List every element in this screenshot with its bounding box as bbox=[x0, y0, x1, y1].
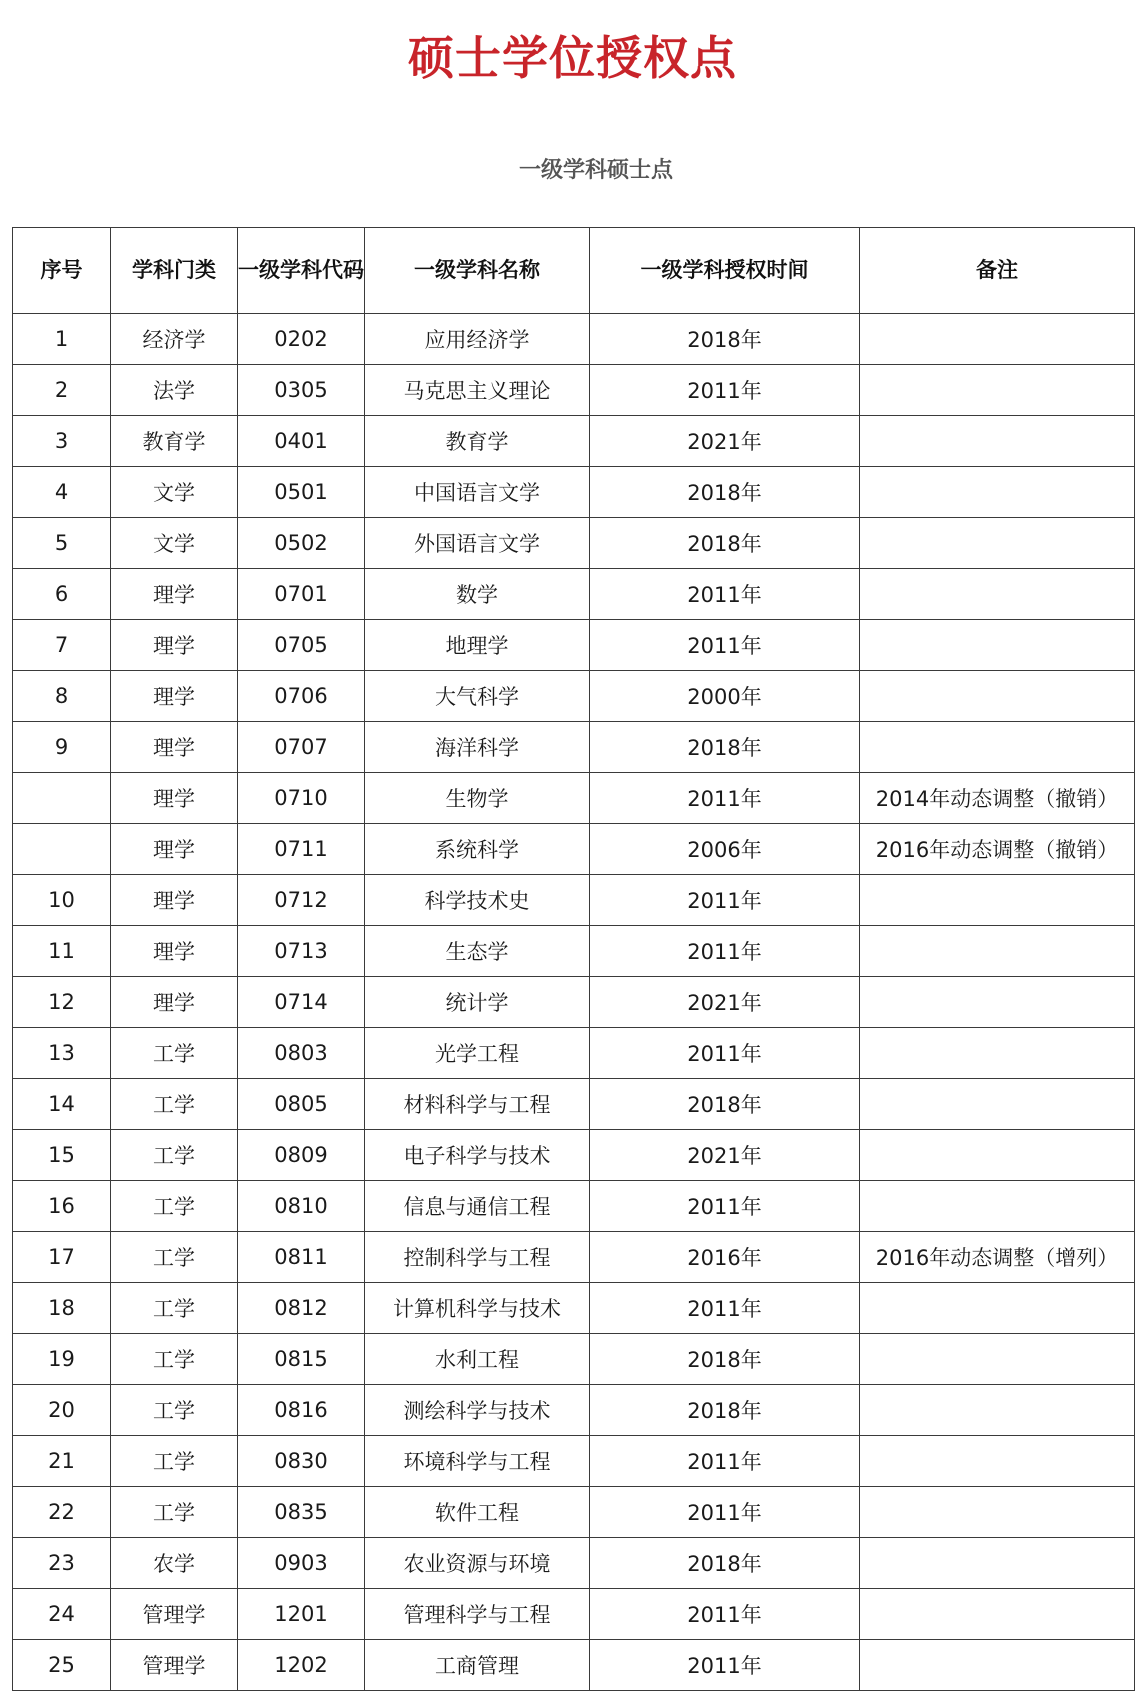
table-row bbox=[13, 875, 1135, 926]
cell-note bbox=[860, 569, 1135, 620]
cell-authorized-year: 2018年 bbox=[590, 314, 860, 365]
header-note: 备注 bbox=[860, 228, 1135, 314]
cell-category: 理学 bbox=[111, 875, 238, 926]
cell-authorized-year: 2000年 bbox=[590, 671, 860, 722]
cell-code: 0712 bbox=[238, 875, 365, 926]
cell-authorized-year: 2018年 bbox=[590, 467, 860, 518]
table-row bbox=[13, 977, 1135, 1028]
cell-index: 3 bbox=[13, 416, 111, 467]
cell-category: 教育学 bbox=[111, 416, 238, 467]
header-index: 序号 bbox=[13, 228, 111, 314]
cell-name: 科学技术史 bbox=[365, 875, 590, 926]
cell-note: 2016年动态调整（增列） bbox=[860, 1232, 1135, 1283]
cell-note bbox=[860, 1640, 1135, 1691]
cell-index: 2 bbox=[13, 365, 111, 416]
cell-note bbox=[860, 1079, 1135, 1130]
cell-authorized-year: 2021年 bbox=[590, 1130, 860, 1181]
cell-name: 信息与通信工程 bbox=[365, 1181, 590, 1232]
table-row bbox=[13, 569, 1135, 620]
cell-index: 15 bbox=[13, 1130, 111, 1181]
cell-code: 0810 bbox=[238, 1181, 365, 1232]
cell-name: 农业资源与环境 bbox=[365, 1538, 590, 1589]
cell-name: 数学 bbox=[365, 569, 590, 620]
cell-index: 16 bbox=[13, 1181, 111, 1232]
cell-category: 工学 bbox=[111, 1487, 238, 1538]
cell-code: 0830 bbox=[238, 1436, 365, 1487]
cell-note bbox=[860, 722, 1135, 773]
cell-index: 8 bbox=[13, 671, 111, 722]
table-row bbox=[13, 1181, 1135, 1232]
cell-index: 7 bbox=[13, 620, 111, 671]
cell-authorized-year: 2011年 bbox=[590, 1640, 860, 1691]
cell-name: 生态学 bbox=[365, 926, 590, 977]
cell-code: 0714 bbox=[238, 977, 365, 1028]
cell-note bbox=[860, 1283, 1135, 1334]
cell-name: 环境科学与工程 bbox=[365, 1436, 590, 1487]
header-authorized-year: 一级学科授权时间 bbox=[590, 228, 860, 314]
cell-note bbox=[860, 416, 1135, 467]
table-row bbox=[13, 773, 1135, 824]
cell-name: 马克思主义理论 bbox=[365, 365, 590, 416]
cell-code: 0711 bbox=[238, 824, 365, 875]
cell-authorized-year: 2011年 bbox=[590, 875, 860, 926]
cell-category: 经济学 bbox=[111, 314, 238, 365]
cell-code: 0809 bbox=[238, 1130, 365, 1181]
cell-category: 文学 bbox=[111, 467, 238, 518]
cell-name: 生物学 bbox=[365, 773, 590, 824]
cell-category: 理学 bbox=[111, 671, 238, 722]
cell-note bbox=[860, 314, 1135, 365]
cell-name: 系统科学 bbox=[365, 824, 590, 875]
table-header-row bbox=[13, 228, 1135, 314]
cell-index: 10 bbox=[13, 875, 111, 926]
cell-authorized-year: 2011年 bbox=[590, 1181, 860, 1232]
cell-code: 0706 bbox=[238, 671, 365, 722]
cell-authorized-year: 2011年 bbox=[590, 926, 860, 977]
cell-code: 0202 bbox=[238, 314, 365, 365]
cell-category: 工学 bbox=[111, 1130, 238, 1181]
cell-note bbox=[860, 467, 1135, 518]
table-row bbox=[13, 671, 1135, 722]
cell-name: 测绘科学与技术 bbox=[365, 1385, 590, 1436]
cell-index: 22 bbox=[13, 1487, 111, 1538]
cell-name: 工商管理 bbox=[365, 1640, 590, 1691]
table-row bbox=[13, 1232, 1135, 1283]
cell-note bbox=[860, 365, 1135, 416]
cell-name: 电子科学与技术 bbox=[365, 1130, 590, 1181]
cell-code: 0401 bbox=[238, 416, 365, 467]
cell-name: 地理学 bbox=[365, 620, 590, 671]
cell-authorized-year: 2018年 bbox=[590, 1385, 860, 1436]
cell-name: 管理科学与工程 bbox=[365, 1589, 590, 1640]
cell-name: 光学工程 bbox=[365, 1028, 590, 1079]
cell-index: 24 bbox=[13, 1589, 111, 1640]
cell-note bbox=[860, 875, 1135, 926]
cell-note bbox=[860, 1385, 1135, 1436]
cell-code: 1202 bbox=[238, 1640, 365, 1691]
table-row bbox=[13, 365, 1135, 416]
cell-authorized-year: 2021年 bbox=[590, 977, 860, 1028]
cell-code: 0701 bbox=[238, 569, 365, 620]
cell-note bbox=[860, 1589, 1135, 1640]
cell-name: 计算机科学与技术 bbox=[365, 1283, 590, 1334]
cell-name: 中国语言文学 bbox=[365, 467, 590, 518]
cell-authorized-year: 2011年 bbox=[590, 1487, 860, 1538]
table-row bbox=[13, 1640, 1135, 1691]
cell-authorized-year: 2011年 bbox=[590, 773, 860, 824]
cell-index: 18 bbox=[13, 1283, 111, 1334]
cell-name: 软件工程 bbox=[365, 1487, 590, 1538]
table-row bbox=[13, 926, 1135, 977]
cell-category: 工学 bbox=[111, 1181, 238, 1232]
cell-note bbox=[860, 977, 1135, 1028]
cell-category: 理学 bbox=[111, 977, 238, 1028]
cell-authorized-year: 2021年 bbox=[590, 416, 860, 467]
table-row bbox=[13, 1538, 1135, 1589]
cell-authorized-year: 2018年 bbox=[590, 722, 860, 773]
cell-category: 工学 bbox=[111, 1283, 238, 1334]
cell-code: 0305 bbox=[238, 365, 365, 416]
cell-name: 教育学 bbox=[365, 416, 590, 467]
table-row bbox=[13, 1028, 1135, 1079]
table-row bbox=[13, 1589, 1135, 1640]
cell-category: 农学 bbox=[111, 1538, 238, 1589]
table-row bbox=[13, 1283, 1135, 1334]
cell-authorized-year: 2018年 bbox=[590, 1538, 860, 1589]
cell-index: 11 bbox=[13, 926, 111, 977]
cell-note bbox=[860, 1487, 1135, 1538]
cell-note bbox=[860, 518, 1135, 569]
cell-index: 4 bbox=[13, 467, 111, 518]
cell-index: 20 bbox=[13, 1385, 111, 1436]
cell-note: 2016年动态调整（撤销） bbox=[860, 824, 1135, 875]
cell-authorized-year: 2006年 bbox=[590, 824, 860, 875]
cell-authorized-year: 2011年 bbox=[590, 1589, 860, 1640]
header-code: 一级学科代码 bbox=[238, 228, 365, 314]
table-row bbox=[13, 314, 1135, 365]
cell-code: 1201 bbox=[238, 1589, 365, 1640]
cell-category: 工学 bbox=[111, 1232, 238, 1283]
cell-category: 法学 bbox=[111, 365, 238, 416]
table-row bbox=[13, 620, 1135, 671]
cell-category: 管理学 bbox=[111, 1589, 238, 1640]
cell-authorized-year: 2018年 bbox=[590, 1079, 860, 1130]
cell-name: 材料科学与工程 bbox=[365, 1079, 590, 1130]
table-row bbox=[13, 1130, 1135, 1181]
cell-name: 海洋科学 bbox=[365, 722, 590, 773]
cell-category: 工学 bbox=[111, 1028, 238, 1079]
cell-index: 13 bbox=[13, 1028, 111, 1079]
cell-note bbox=[860, 1130, 1135, 1181]
cell-authorized-year: 2011年 bbox=[590, 1028, 860, 1079]
cell-index: 19 bbox=[13, 1334, 111, 1385]
cell-category: 理学 bbox=[111, 620, 238, 671]
cell-code: 0835 bbox=[238, 1487, 365, 1538]
cell-code: 0501 bbox=[238, 467, 365, 518]
cell-name: 应用经济学 bbox=[365, 314, 590, 365]
cell-name: 控制科学与工程 bbox=[365, 1232, 590, 1283]
subject-table bbox=[12, 227, 1135, 1691]
cell-note bbox=[860, 671, 1135, 722]
cell-note bbox=[860, 1538, 1135, 1589]
cell-note bbox=[860, 620, 1135, 671]
table-row bbox=[13, 518, 1135, 569]
table-row bbox=[13, 1436, 1135, 1487]
header-name: 一级学科名称 bbox=[365, 228, 590, 314]
cell-category: 理学 bbox=[111, 722, 238, 773]
cell-code: 0805 bbox=[238, 1079, 365, 1130]
cell-index: 21 bbox=[13, 1436, 111, 1487]
table-row bbox=[13, 1334, 1135, 1385]
cell-code: 0812 bbox=[238, 1283, 365, 1334]
cell-name: 大气科学 bbox=[365, 671, 590, 722]
cell-category: 理学 bbox=[111, 773, 238, 824]
cell-note bbox=[860, 1181, 1135, 1232]
cell-category: 理学 bbox=[111, 569, 238, 620]
cell-name: 外国语言文学 bbox=[365, 518, 590, 569]
cell-authorized-year: 2011年 bbox=[590, 569, 860, 620]
section-title: 一级学科硕士点 bbox=[518, 158, 673, 183]
cell-index: 5 bbox=[13, 518, 111, 569]
table-row bbox=[13, 467, 1135, 518]
cell-index: 14 bbox=[13, 1079, 111, 1130]
cell-category: 文学 bbox=[111, 518, 238, 569]
cell-index: 1 bbox=[13, 314, 111, 365]
cell-authorized-year: 2016年 bbox=[590, 1232, 860, 1283]
cell-authorized-year: 2011年 bbox=[590, 1436, 860, 1487]
table-row bbox=[13, 1385, 1135, 1436]
cell-category: 工学 bbox=[111, 1079, 238, 1130]
table-row bbox=[13, 1079, 1135, 1130]
cell-index: 12 bbox=[13, 977, 111, 1028]
cell-code: 0502 bbox=[238, 518, 365, 569]
cell-code: 0705 bbox=[238, 620, 365, 671]
cell-index: 25 bbox=[13, 1640, 111, 1691]
cell-index: 17 bbox=[13, 1232, 111, 1283]
table-row bbox=[13, 416, 1135, 467]
header-category: 学科门类 bbox=[111, 228, 238, 314]
cell-category: 工学 bbox=[111, 1334, 238, 1385]
cell-index bbox=[13, 824, 111, 875]
cell-index bbox=[13, 773, 111, 824]
cell-category: 工学 bbox=[111, 1436, 238, 1487]
cell-index: 6 bbox=[13, 569, 111, 620]
cell-authorized-year: 2018年 bbox=[590, 518, 860, 569]
cell-code: 0811 bbox=[238, 1232, 365, 1283]
cell-note bbox=[860, 926, 1135, 977]
cell-code: 0815 bbox=[238, 1334, 365, 1385]
table-row bbox=[13, 824, 1135, 875]
table-row bbox=[13, 722, 1135, 773]
cell-note: 2014年动态调整（撤销） bbox=[860, 773, 1135, 824]
cell-index: 23 bbox=[13, 1538, 111, 1589]
cell-category: 工学 bbox=[111, 1385, 238, 1436]
cell-note bbox=[860, 1028, 1135, 1079]
cell-authorized-year: 2011年 bbox=[590, 1283, 860, 1334]
cell-code: 0707 bbox=[238, 722, 365, 773]
cell-authorized-year: 2011年 bbox=[590, 365, 860, 416]
cell-note bbox=[860, 1436, 1135, 1487]
table-header bbox=[13, 228, 1135, 314]
cell-authorized-year: 2018年 bbox=[590, 1334, 860, 1385]
cell-note bbox=[860, 1334, 1135, 1385]
cell-code: 0803 bbox=[238, 1028, 365, 1079]
cell-authorized-year: 2011年 bbox=[590, 620, 860, 671]
cell-code: 0903 bbox=[238, 1538, 365, 1589]
cell-category: 管理学 bbox=[111, 1640, 238, 1691]
table-body bbox=[13, 314, 1135, 1691]
cell-index: 9 bbox=[13, 722, 111, 773]
cell-category: 理学 bbox=[111, 824, 238, 875]
cell-category: 理学 bbox=[111, 926, 238, 977]
cell-name: 水利工程 bbox=[365, 1334, 590, 1385]
cell-code: 0816 bbox=[238, 1385, 365, 1436]
cell-code: 0713 bbox=[238, 926, 365, 977]
cell-name: 统计学 bbox=[365, 977, 590, 1028]
page-title: 硕士学位授权点 bbox=[408, 31, 737, 85]
cell-code: 0710 bbox=[238, 773, 365, 824]
table-row bbox=[13, 1487, 1135, 1538]
